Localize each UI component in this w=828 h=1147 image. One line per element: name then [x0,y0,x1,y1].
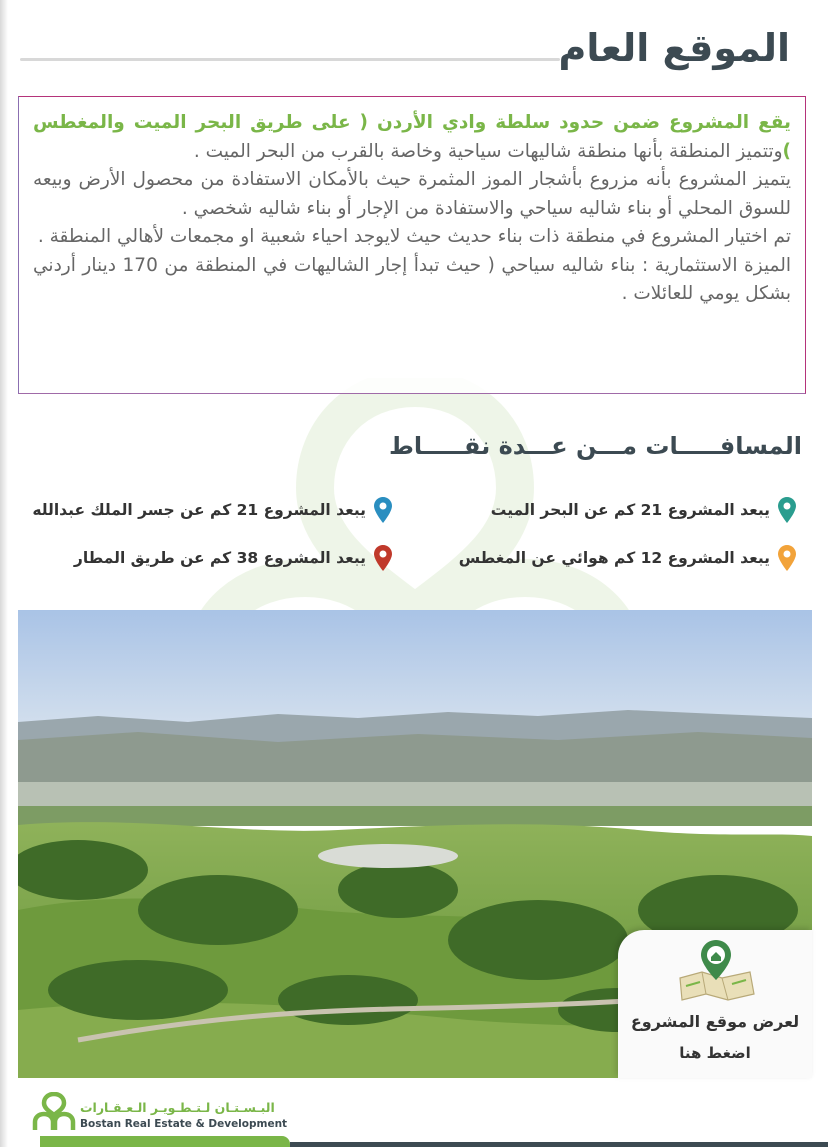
click-here-label: اضغط هنا [679,1044,751,1062]
description-paragraph-4: الميزة الاستثمارية : بناء شاليه سياحي ( حيث تبدأ إجار الشاليهات في المنطقة من 170 دينار أردني بشكل يومي للعائلات . [33,254,791,304]
page-title: الموقع العام [558,26,790,70]
description-paragraph-1 [33,109,791,166]
company-name-arabic: البـسـتـان لـتـطـويـر الـعـقـارات [80,1100,275,1115]
bostan-logo-icon [32,1092,76,1132]
distance-label: يبعد المشروع 12 كم هوائي عن المغطس [458,549,770,567]
location-pin-icon [778,497,796,523]
company-name-english: Bostan Real Estate & Development [80,1118,288,1130]
title-rule [20,58,560,61]
description-paragraph-2: يتميز المشروع بأنه مزروع بأشجار الموز المثمرة حيث بالأمكان الاستفادة من محصول الأرض وبيعه للسوق المحلي أو بناء شاليه سياحي والاستفادة من الإجار أو بناء شاليه شخصي . [33,169,791,219]
location-pin-icon [374,545,392,571]
description-lead: يقع المشروع ضمن حدود سلطة وادي الأردن ( على طريق البحر الميت والمغطس ) [33,112,791,162]
map-location-icon [674,938,758,1002]
footer-accent-bar [40,1136,290,1147]
distance-item-dead-sea [491,497,796,523]
footer-dark-bar [290,1142,828,1147]
distance-item-king-abdullah-bridge [32,497,392,523]
page-edge-shadow [0,0,8,1147]
distances-title: المسافـــــات مـــن عـــدة نقـــــاط [388,432,802,460]
view-location-button[interactable] [618,930,812,1078]
distance-label: يبعد المشروع 21 كم عن جسر الملك عبدالله [32,501,366,519]
distance-item-baptism-site [459,545,796,571]
distance-label: يبعد المشروع 21 كم عن البحر الميت [490,501,770,519]
description-box [18,96,806,394]
view-location-label: لعرض موقع المشروع [630,1012,800,1031]
description-lead-rest: وتتميز المنطقة بأنها منطقة شاليهات سياحية وخاصة بالقرب من البحر الميت . [193,140,783,162]
description-paragraph-3: تم اختيار المشروع في منطقة ذات بناء حديث حيث لايوجد احياء شعبية او مجمعات لأهالي المنطقة . [37,226,791,247]
distance-label: يبعد المشروع 38 كم عن طريق المطار [73,549,366,567]
location-pin-icon [778,545,796,571]
distance-item-airport-road [74,545,392,571]
location-pin-icon [374,497,392,523]
